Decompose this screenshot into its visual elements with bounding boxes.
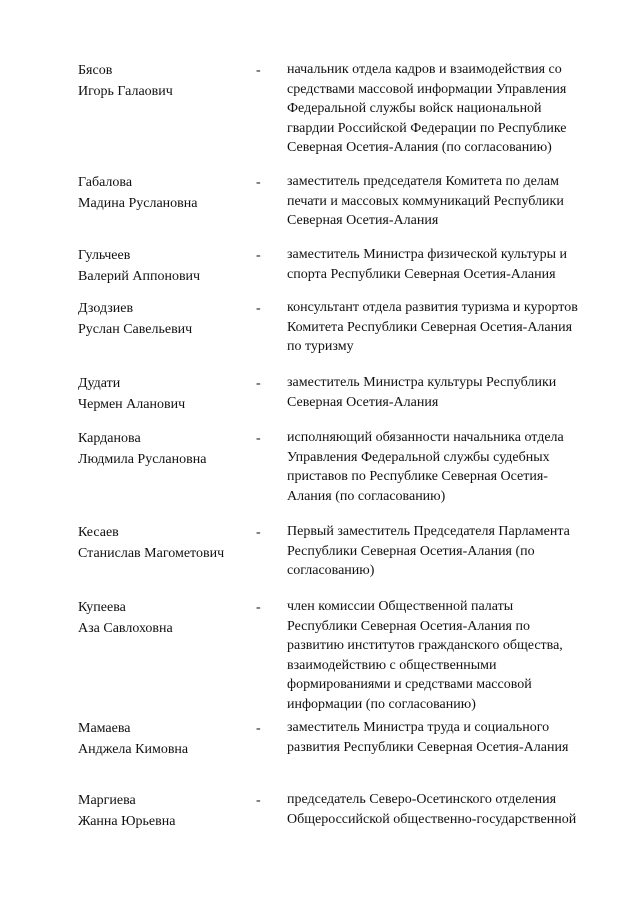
position-line: Республики Северная Осетия-Алания по bbox=[287, 618, 530, 634]
given-name: Жанна Юрьевна bbox=[78, 814, 176, 829]
surname: Купеева bbox=[78, 600, 126, 615]
position-line: Первый заместитель Председателя Парламента bbox=[287, 524, 570, 539]
given-name: Станислав Магометович bbox=[78, 546, 225, 561]
position-line: формированиями и средствами массовой bbox=[287, 677, 532, 692]
position bbox=[287, 298, 600, 357]
position-line: приставов по Республике Северная Осетия- bbox=[287, 469, 548, 484]
given-name: Аза Савлоховна bbox=[78, 621, 173, 636]
surname: Дзодзиев bbox=[78, 301, 134, 316]
person-name bbox=[78, 60, 173, 102]
position-line: гвардии Российской Федерации по Республике bbox=[287, 120, 567, 136]
surname: Габалова bbox=[78, 175, 133, 190]
position-line: заместитель Министра труда и социального bbox=[287, 720, 550, 735]
position-line: Алания (по согласованию) bbox=[287, 488, 446, 504]
person-name bbox=[78, 790, 175, 832]
position-line: заместитель Министра физической культуры и bbox=[287, 247, 567, 262]
dash: - bbox=[256, 376, 261, 391]
position-line: председатель Северо-Осетинского отделения bbox=[287, 792, 557, 807]
given-name: Анджела Кимовна bbox=[78, 742, 189, 757]
dash: - bbox=[256, 248, 261, 263]
position bbox=[287, 245, 600, 284]
person-name bbox=[78, 298, 192, 340]
person-name bbox=[78, 597, 173, 639]
position-line: Северная Осетия-Алания bbox=[287, 213, 439, 228]
position-line: согласованию) bbox=[287, 563, 375, 578]
position-line: развитию институтов гражданского общества, bbox=[287, 638, 563, 653]
person-name bbox=[78, 373, 185, 415]
surname: Бясов bbox=[78, 63, 113, 78]
position-line: Федеральной службы войск национальной bbox=[287, 101, 542, 116]
surname: Маргиева bbox=[78, 793, 136, 808]
dash: - bbox=[256, 721, 261, 736]
dash: - bbox=[256, 793, 261, 808]
person-name bbox=[78, 428, 206, 470]
position bbox=[287, 60, 600, 158]
surname: Карданова bbox=[78, 431, 141, 446]
position-line: информации (по согласованию) bbox=[287, 696, 476, 712]
position-line: заместитель Министра культуры Республики bbox=[287, 375, 557, 390]
position-line: средствами массовой информации Управления bbox=[287, 81, 567, 97]
given-name: Людмила Руслановна bbox=[78, 452, 207, 467]
dash: - bbox=[256, 431, 261, 446]
person-name bbox=[78, 172, 198, 214]
position bbox=[287, 172, 600, 231]
given-name: Чермен Аланович bbox=[78, 397, 186, 412]
position-line: член комиссии Общественной палаты bbox=[287, 599, 514, 614]
surname: Дудати bbox=[78, 376, 121, 391]
position bbox=[287, 718, 600, 757]
person-name bbox=[78, 522, 224, 564]
dash: - bbox=[256, 301, 261, 316]
given-name: Мадина Руслановна bbox=[78, 196, 198, 211]
position-line: печати и массовых коммуникаций Республики bbox=[287, 193, 564, 209]
position bbox=[287, 428, 600, 506]
position bbox=[287, 522, 600, 581]
position-line: заместитель председателя Комитета по делам bbox=[287, 174, 559, 189]
surname: Кесаев bbox=[78, 525, 119, 540]
person-name bbox=[78, 245, 200, 287]
given-name: Валерий Аппонович bbox=[78, 269, 201, 284]
given-name: Руслан Савельевич bbox=[78, 322, 193, 337]
position-line: исполняющий обязанности начальника отдела bbox=[287, 430, 564, 445]
position-line: взаимодействию с общественными bbox=[287, 657, 497, 673]
given-name: Игорь Галаович bbox=[78, 84, 173, 99]
position bbox=[287, 373, 600, 412]
position bbox=[287, 597, 600, 714]
surname: Мамаева bbox=[78, 721, 131, 736]
position-line: Комитета Республики Северная Осетия-Алания bbox=[287, 319, 573, 335]
position-line: развития Республики Северная Осетия-Алания bbox=[287, 739, 569, 755]
position-line: по туризму bbox=[287, 339, 354, 354]
position bbox=[287, 790, 600, 829]
position-line: начальник отдела кадров и взаимодействия со bbox=[287, 62, 562, 77]
position-line: спорта Республики Северная Осетия-Алания bbox=[287, 266, 556, 282]
position-line: Управления Федеральной службы судебных bbox=[287, 449, 550, 465]
dash: - bbox=[256, 63, 261, 78]
surname: Гульчеев bbox=[78, 248, 131, 263]
position-line: Республики Северная Осетия-Алания (по bbox=[287, 543, 535, 559]
dash: - bbox=[256, 525, 261, 540]
position-line: Северная Осетия-Алания (по согласованию) bbox=[287, 140, 552, 155]
person-name bbox=[78, 718, 188, 760]
position-line: Северная Осетия-Алания bbox=[287, 394, 439, 410]
dash: - bbox=[256, 175, 261, 190]
dash: - bbox=[256, 600, 261, 615]
position-line: консультант отдела развития туризма и курортов bbox=[287, 300, 578, 315]
position-line: Общероссийской общественно-государственной bbox=[287, 811, 577, 827]
